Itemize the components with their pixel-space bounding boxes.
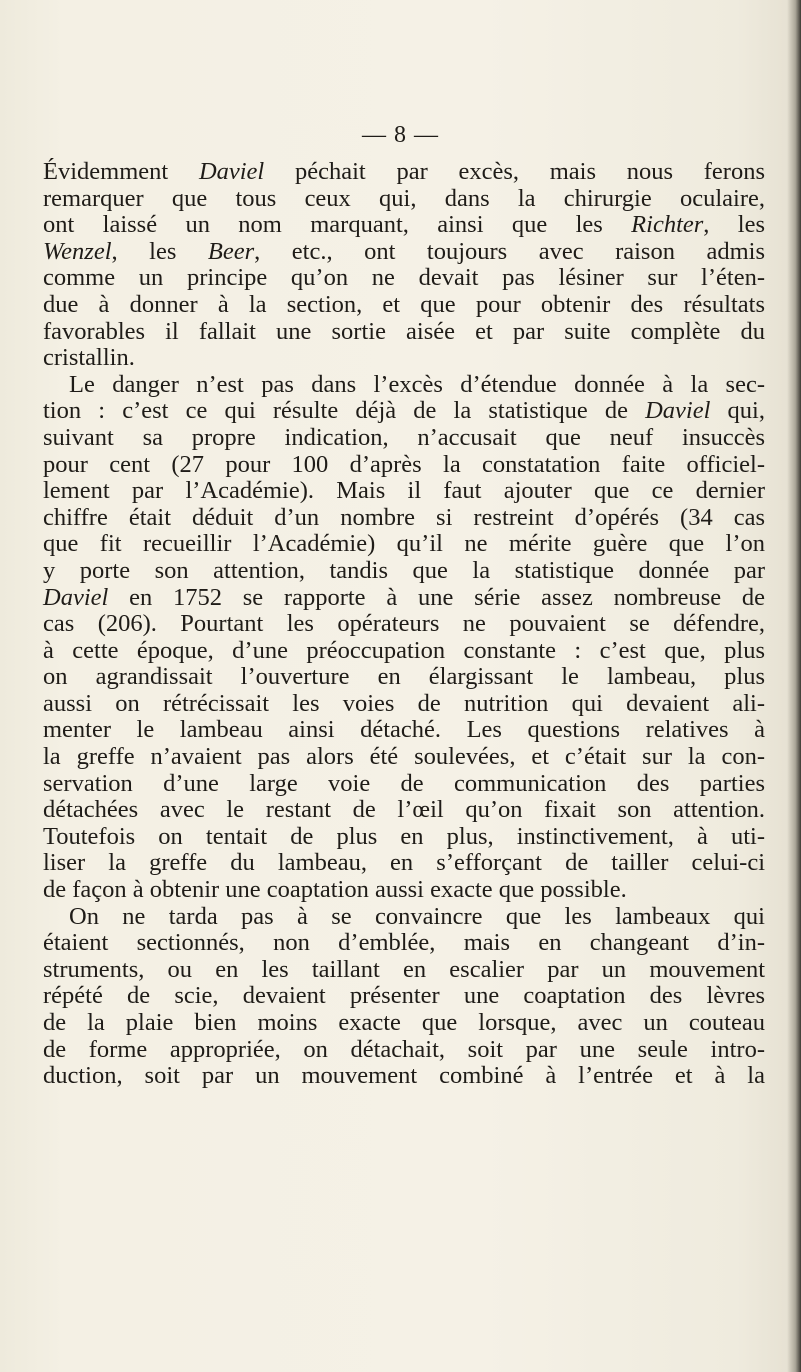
body-text xyxy=(43,159,765,1090)
text-line: lement par l’Académie). Mais il faut ajouter que ce dernier xyxy=(43,477,765,505)
text-line: étaient sectionnés, non d’emblée, mais en changeant d’in- xyxy=(43,929,765,957)
text-line: duction, soit par un mouvement combiné à l’entrée et à la xyxy=(43,1062,765,1090)
text-line: cas (206). Pourtant les opérateurs ne pouvaient se défendre, xyxy=(43,610,765,638)
paragraph xyxy=(43,159,765,372)
italic-name: Richter xyxy=(631,211,704,239)
text-line: comme un principe qu’on ne devait pas lésiner sur l’éten- xyxy=(43,264,765,292)
page-number: — 8 — xyxy=(362,122,439,148)
paragraph xyxy=(43,372,765,904)
text-line: Toutefois on tentait de plus en plus, instinctivement, à uti- xyxy=(43,822,765,850)
text-line: à cette époque, d’une préoccupation constante : c’est que, plus xyxy=(43,636,765,664)
text-line: de façon à obtenir une coaptation aussi exacte que possible. xyxy=(43,876,627,904)
text-line: Évidemment Daviel péchait par excès, mais nous ferons xyxy=(43,158,765,185)
text-line: de la plaie bien moins exacte que lorsque, avec un couteau xyxy=(43,1009,765,1036)
text-line: struments, ou en les taillant en escalier par un mouvement xyxy=(43,955,765,983)
text-line: remarquer que tous ceux qui, dans la chirurgie oculaire, xyxy=(43,184,765,212)
text-line: Wenzel, les Beer, etc., ont toujours avec raison admis xyxy=(43,237,765,265)
page-edge-shadow xyxy=(787,0,801,1372)
text-line: de forme appropriée, on détachait, soit par une seule intro- xyxy=(43,1035,765,1063)
text-line: On ne tarda pas à se convaincre que les lambeaux qui xyxy=(69,902,765,930)
text-line: répété de scie, devaient présenter une coaptation des lèvres xyxy=(43,982,765,1010)
paragraph xyxy=(43,904,765,1090)
text-line: suivant sa propre indication, n’accusait que neuf insuccès xyxy=(43,423,765,451)
text-line: due à donner à la section, et que pour obtenir des résultats xyxy=(43,290,765,318)
text-line: que fit recueillir l’Académie) qu’il ne mérite guère que l’on xyxy=(43,530,765,558)
italic-name: Daviel xyxy=(43,583,109,611)
text-line: Daviel en 1752 se rapporte à une série assez nombreuse de xyxy=(43,583,765,611)
text-line: chiffre était déduit d’un nombre si restreint d’opérés (34 cas xyxy=(43,503,765,531)
text-line: on agrandissait l’ouverture en élargissant le lambeau, plus xyxy=(43,663,765,691)
italic-name: Wenzel xyxy=(43,237,112,265)
text-line: tion : c’est ce qui résulte déjà de la statistique de Daviel qui, xyxy=(43,397,765,425)
text-line: cristallin. xyxy=(43,344,135,372)
text-line: liser la greffe du lambeau, en s’efforçant de tailler celui-ci xyxy=(43,849,765,877)
italic-name: Daviel xyxy=(198,158,265,185)
italic-name: Daviel xyxy=(645,397,711,425)
text-line: menter le lambeau ainsi détaché. Les questions relatives à xyxy=(43,716,765,744)
italic-name: Beer xyxy=(207,237,255,265)
text-line: détachées avec le restant de l’œil qu’on fixait son attention. xyxy=(43,796,765,824)
text-line: favorables il fallait une sortie aisée et par suite complète du xyxy=(43,317,765,345)
text-line: ont laissé un nom marquant, ainsi que les Richter, les xyxy=(43,211,765,239)
text-line: y porte son attention, tandis que la statistique donnée par xyxy=(43,556,765,584)
text-line: servation d’une large voie de communication des parties xyxy=(43,769,765,797)
text-line: Le danger n’est pas dans l’excès d’étendue donnée à la sec- xyxy=(69,370,765,398)
text-line: la greffe n’avaient pas alors été soulevées, et c’était sur la con- xyxy=(43,743,765,771)
text-line: aussi on rétrécissait les voies de nutrition qui devaient ali- xyxy=(43,689,765,717)
text-line: pour cent (27 pour 100 d’après la constatation faite officiel- xyxy=(43,450,765,478)
